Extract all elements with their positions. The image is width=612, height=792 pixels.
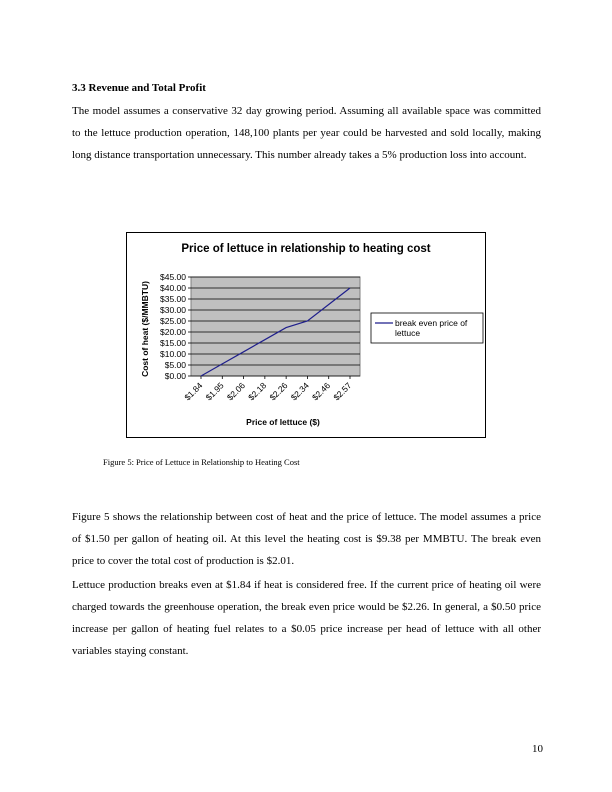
x-tick-label: $2.46 (310, 380, 333, 403)
x-tick-label: $2.57 (331, 380, 354, 403)
line-chart (127, 233, 485, 437)
chart-title: Price of lettuce in relationship to heating cost (181, 243, 431, 255)
y-axis-title: Cost of heat ($/MMBTU) (140, 281, 150, 377)
x-tick-label: $1.95 (203, 380, 226, 403)
x-tick-label: $2.34 (288, 380, 311, 403)
y-tick-label: $25.00 (160, 316, 186, 326)
y-tick-label: $10.00 (160, 349, 186, 359)
plot-area (191, 277, 360, 376)
y-tick-label: $45.00 (160, 272, 186, 282)
y-tick-label: $0.00 (164, 371, 186, 381)
y-tick-label: $20.00 (160, 327, 186, 337)
x-tick-label: $2.06 (224, 380, 247, 403)
figure-caption: Figure 5: Price of Lettuce in Relationship to Heating Cost (103, 457, 300, 467)
y-tick-label: $5.00 (164, 360, 186, 370)
chart-frame (126, 232, 486, 438)
y-tick-label: $40.00 (160, 283, 186, 293)
x-tick-label: $1.84 (182, 380, 205, 403)
x-tick-label: $2.18 (246, 380, 269, 403)
y-tick-label: $35.00 (160, 294, 186, 304)
paragraph-figure-discussion: Figure 5 shows the relationship between cost of heat and the price of lettuce. The model assumes a price of $1.50 per gallon of heating oil. At this level the heating cost is $9.38 per MMBTU. The break even price to cover the total cost of production is $2.01. (72, 511, 541, 567)
legend-label: break even price of lettuce (395, 318, 468, 338)
page-number: 10 (532, 743, 543, 755)
x-axis-title: Price of lettuce ($) (246, 417, 320, 427)
section-heading: 3.3 Revenue and Total Profit (72, 82, 206, 94)
y-tick-label: $30.00 (160, 305, 186, 315)
paragraph-break-even: Lettuce production breaks even at $1.84 if heat is considered free. If the current price of heating oil were charged towards the greenhouse operation, the break even price would be $2.26. In general, a $0.50 price increase per gallon of heating fuel relates to a $0.05 price increase per head of lettuce with all other variables staying constant. (72, 579, 541, 657)
paragraph-intro: The model assumes a conservative 32 day growing period. Assuming all available space was committed to the lettuce production operation, 148,100 plants per year could be harvested and sold locally, making long distance transportation unnecessary. This number already takes a 5% production loss into account. (72, 105, 541, 161)
y-tick-label: $15.00 (160, 338, 186, 348)
x-tick-label: $2.26 (267, 380, 290, 403)
